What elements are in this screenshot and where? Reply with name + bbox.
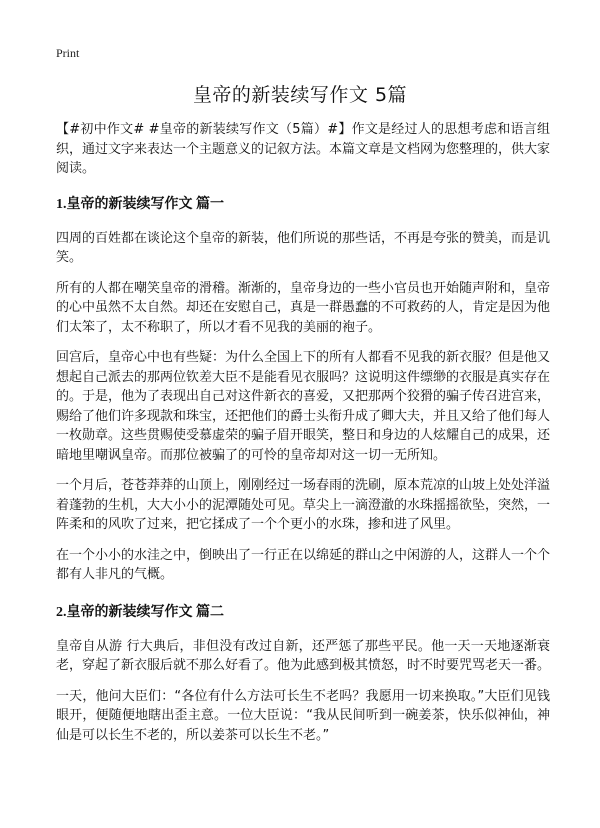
paragraph: 一个月后，苍苍莽莽的山顶上，刚刚经过一场春雨的洗刷，原本荒凉的山坡上处处洋溢着蓬勃的生机，大大小小的泥潭随处可见。草尖上一滴澄澈的水珠摇摇欲坠，突然，一阵柔和的风吹了过来，把它揉成了一个个更小的水珠，掺和进了风里。 [56, 478, 551, 532]
print-label[interactable]: Print [56, 46, 80, 60]
intro-paragraph: 【#初中作文# #皇帝的新装续写作文（5篇）#】作文是经过人的思想考虑和语言组织，通过文字来表达一个主题意义的记叙方法。本篇文章是文档网为您整理的，供大家阅读。 [56, 122, 551, 176]
section-heading-2: 2.皇帝的新装续写作文 篇二 [56, 604, 224, 620]
paragraph: 所有的人都在嘲笑皇帝的滑稽。渐渐的，皇帝身边的一些小官员也开始随声附和，皇帝的心中虽然不太自然。却还在安慰自己，真是一群愚蠢的不可救药的人，肯定是因为他们太笨了，太不称职了，所以才看不见我的美丽的袍子。 [56, 280, 551, 335]
paragraph: 四周的百姓都在谈论这个皇帝的新装，他们所说的那些话，不再是夸张的赞美，而是讥笑。 [56, 230, 551, 265]
page-title: 皇帝的新装续写作文 5篇 [192, 84, 408, 106]
paragraph: 回宫后，皇帝心中也有些疑：为什么全国上下的所有人都看不见我的新衣服？但是他又想起自己派去的那两位钦差大臣不是能看见衣服吗？这说明这件缥缈的衣服是真实存在的。于是，他为了表现出自己对这件新衣的喜爱，又把那两个狡猾的骗子传召进宫来，赐给了他们许多现款和珠宝，还把他们的爵士头衔升成了卿大夫，并且又给了他们每人一枚勋章。这些贯赐使受慕虚荣的骗子眉开眼笑，整日和身边的人炫耀自己的成果，还暗地里嘲讽皇帝。而那位被骗了的可怜的皇帝却对这一切一无所知。 [56, 350, 551, 463]
document-body [56, 120, 550, 756]
section-heading-1: 1.皇帝的新装续写作文 篇一 [56, 196, 224, 212]
paragraph: 一天，他问大臣们：“各位有什么方法可长生不老吗？我愿用一切来换取。”大臣们见钱眼开，便随便地瞎出歪主意。一位大臣说：“我从民间听到一碗姜茶，快乐似神仙，神仙是可以长生不老的，所以姜茶可以长生不老。” [56, 688, 550, 743]
paragraph: 在一个小小的水洼之中，倒映出了一行正在以绵延的群山之中闲游的人，这群人一个个都有人非凡的气概。 [56, 547, 551, 582]
paragraph: 皇帝自从游 行大典后，非但没有改过自新，还严惩了那些平民。他一天一天地逐渐衰老，穿起了新衣服后就不那么好看了。他为此感到极其愤怒，时不时要咒骂老天一番。 [56, 638, 551, 673]
